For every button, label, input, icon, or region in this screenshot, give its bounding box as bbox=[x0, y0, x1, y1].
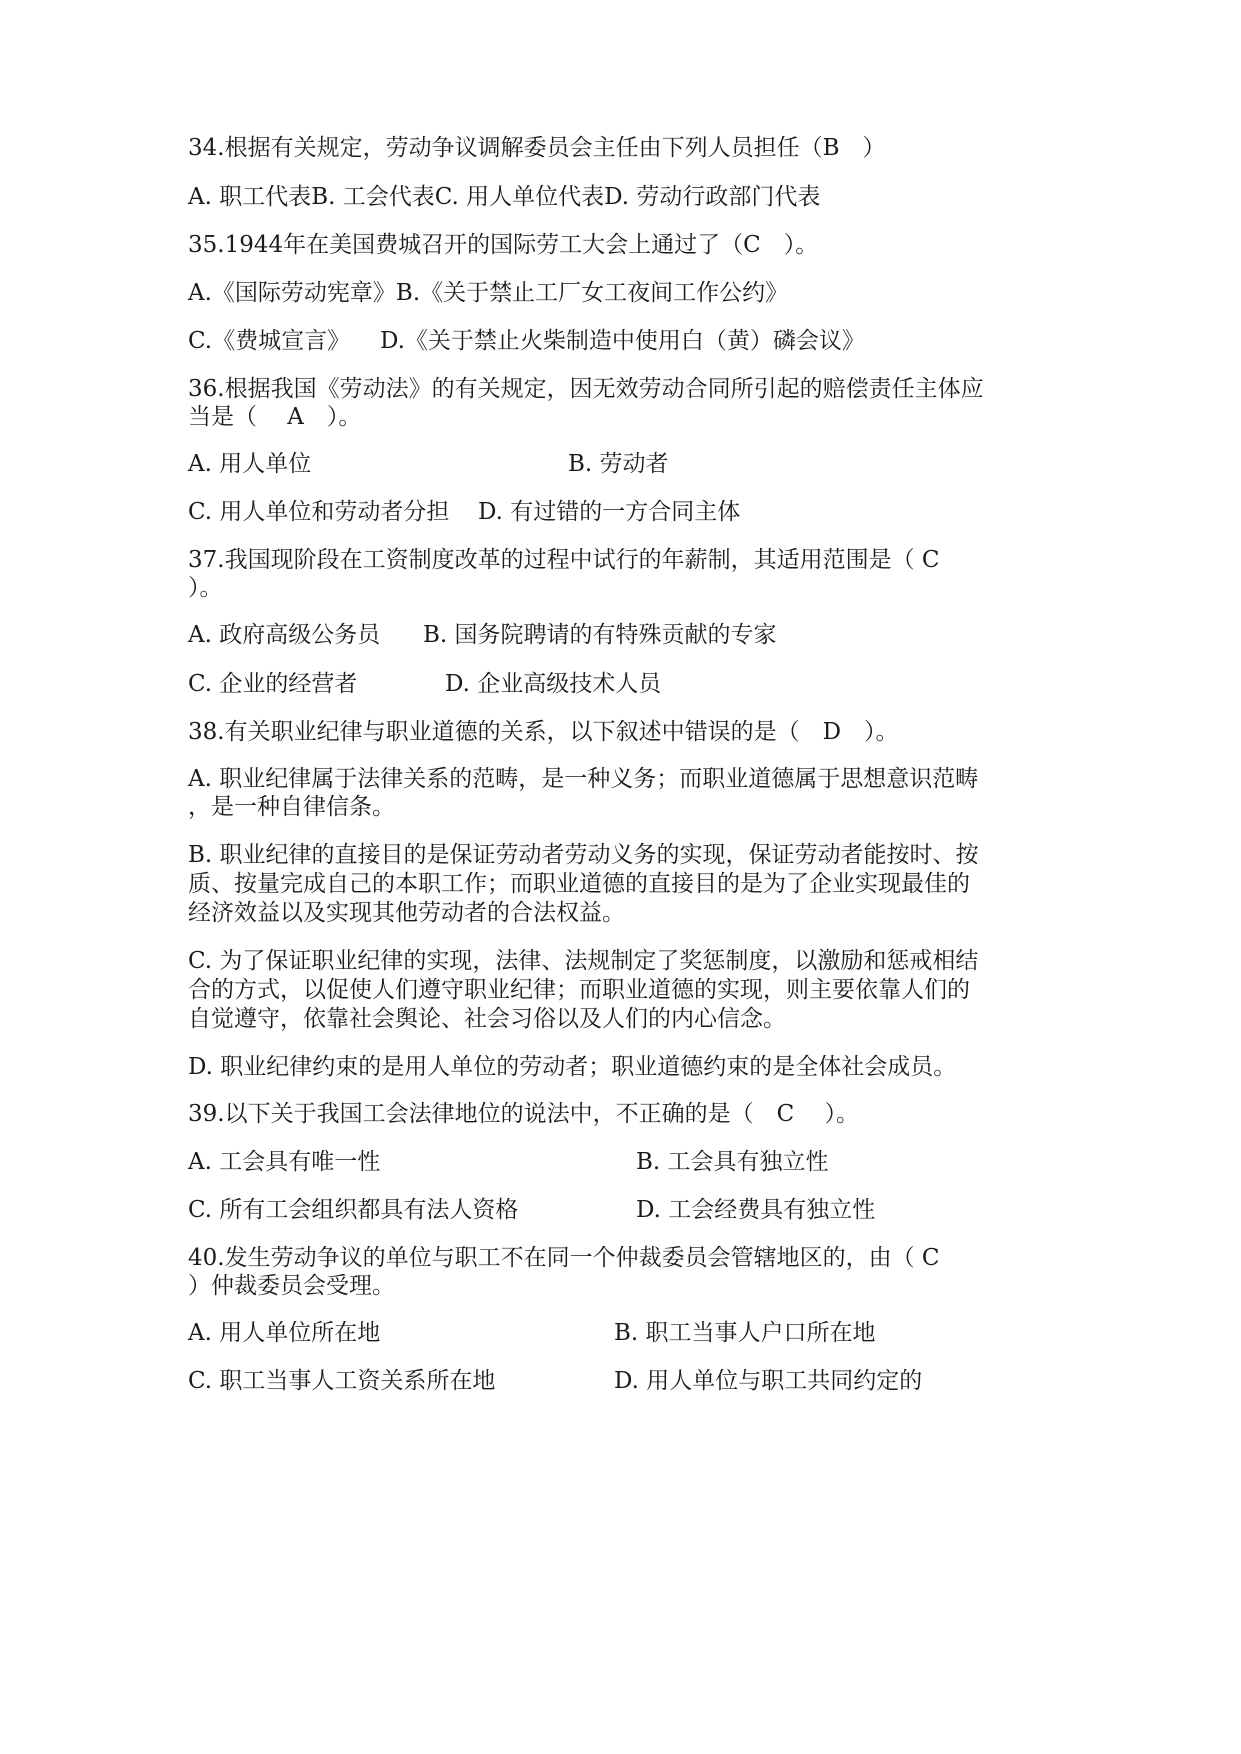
question-36-option-c: C. 用人单位和劳动者分担 bbox=[188, 499, 450, 525]
question-38-option-a-line-1: A. 职业纪律属于法律关系的范畴，是一种义务；而职业道德属于思想意识范畴 bbox=[188, 766, 979, 792]
question-35-option-c: C.《费城宣言》 bbox=[188, 328, 351, 354]
question-39-option-b: B. 工会具有独立性 bbox=[636, 1149, 829, 1175]
question-37-option-a: A. 政府高级公务员 bbox=[188, 622, 381, 648]
question-40-option-d: D. 用人单位与职工共同约定的 bbox=[614, 1368, 923, 1394]
question-38-option-a-line-2: ，是一种自律信条。 bbox=[188, 794, 395, 820]
question-38-option-d: D. 职业纪律约束的是用人单位的劳动者；职业道德约束的是全体社会成员。 bbox=[188, 1054, 957, 1080]
question-34: 34.根据有关规定，劳动争议调解委员会主任由下列人员担任（B ） bbox=[188, 135, 886, 161]
question-39: 39.以下关于我国工会法律地位的说法中，不正确的是（ C ）。 bbox=[188, 1101, 859, 1127]
question-38-option-b-line-1: B. 职业纪律的直接目的是保证劳动者劳动义务的实现，保证劳动者能按时、按 bbox=[188, 842, 979, 868]
question-36-option-a: A. 用人单位 bbox=[188, 451, 312, 477]
question-39-option-d: D. 工会经费具有独立性 bbox=[636, 1197, 876, 1223]
question-40-line-2: ）仲裁委员会受理。 bbox=[188, 1273, 395, 1299]
question-34-options: A. 职工代表B. 工会代表C. 用人单位代表D. 劳动行政部门代表 bbox=[188, 184, 821, 210]
question-37-option-c: C. 企业的经营者 bbox=[188, 671, 358, 697]
question-40-line-1: 40.发生劳动争议的单位与职工不在同一个仲裁委员会管辖地区的，由（ C bbox=[188, 1245, 940, 1271]
question-37-line-2: ）。 bbox=[188, 575, 223, 601]
question-37-option-b: B. 国务院聘请的有特殊贡献的专家 bbox=[423, 622, 777, 648]
question-39-option-a: A. 工会具有唯一性 bbox=[188, 1149, 381, 1175]
question-38-option-c-line-2: 合的方式，以促使人们遵守职业纪律；而职业道德的实现，则主要依靠人们的 bbox=[188, 977, 970, 1003]
question-40-option-b: B. 职工当事人户口所在地 bbox=[614, 1320, 876, 1346]
question-38-option-c-line-3: 自觉遵守，依靠社会舆论、社会习俗以及人们的内心信念。 bbox=[188, 1006, 786, 1032]
question-38-option-b-line-3: 经济效益以及实现其他劳动者的合法权益。 bbox=[188, 900, 625, 926]
question-38-option-b-line-2: 质、按量完成自己的本职工作；而职业道德的直接目的是为了企业实现最佳的 bbox=[188, 871, 970, 897]
question-36-option-d: D. 有过错的一方合同主体 bbox=[478, 499, 741, 525]
question-37-option-d: D. 企业高级技术人员 bbox=[445, 671, 662, 697]
question-35-options-ab: A.《国际劳动宪章》B.《关于禁止工厂女工夜间工作公约》 bbox=[188, 280, 789, 306]
question-36-line-2: 当是（ A ）。 bbox=[188, 404, 362, 430]
question-39-option-c: C. 所有工会组织都具有法人资格 bbox=[188, 1197, 519, 1223]
question-35-option-d: D.《关于禁止火柴制造中使用白（黄）磷会议》 bbox=[380, 328, 865, 354]
question-36-option-b: B. 劳动者 bbox=[568, 451, 669, 477]
question-36-line-1: 36.根据我国《劳动法》的有关规定，因无效劳动合同所引起的赔偿责任主体应 bbox=[188, 376, 984, 402]
question-35: 35.1944年在美国费城召开的国际劳工大会上通过了（C ）。 bbox=[188, 232, 819, 258]
question-38: 38.有关职业纪律与职业道德的关系，以下叙述中错误的是（ D ）。 bbox=[188, 719, 899, 745]
question-40-option-c: C. 职工当事人工资关系所在地 bbox=[188, 1368, 496, 1394]
question-40-option-a: A. 用人单位所在地 bbox=[188, 1320, 381, 1346]
question-38-option-c-line-1: C. 为了保证职业纪律的实现，法律、法规制定了奖惩制度，以激励和惩戒相结 bbox=[188, 948, 979, 974]
question-37-line-1: 37.我国现阶段在工资制度改革的过程中试行的年薪制，其适用范围是（ C bbox=[188, 547, 940, 573]
